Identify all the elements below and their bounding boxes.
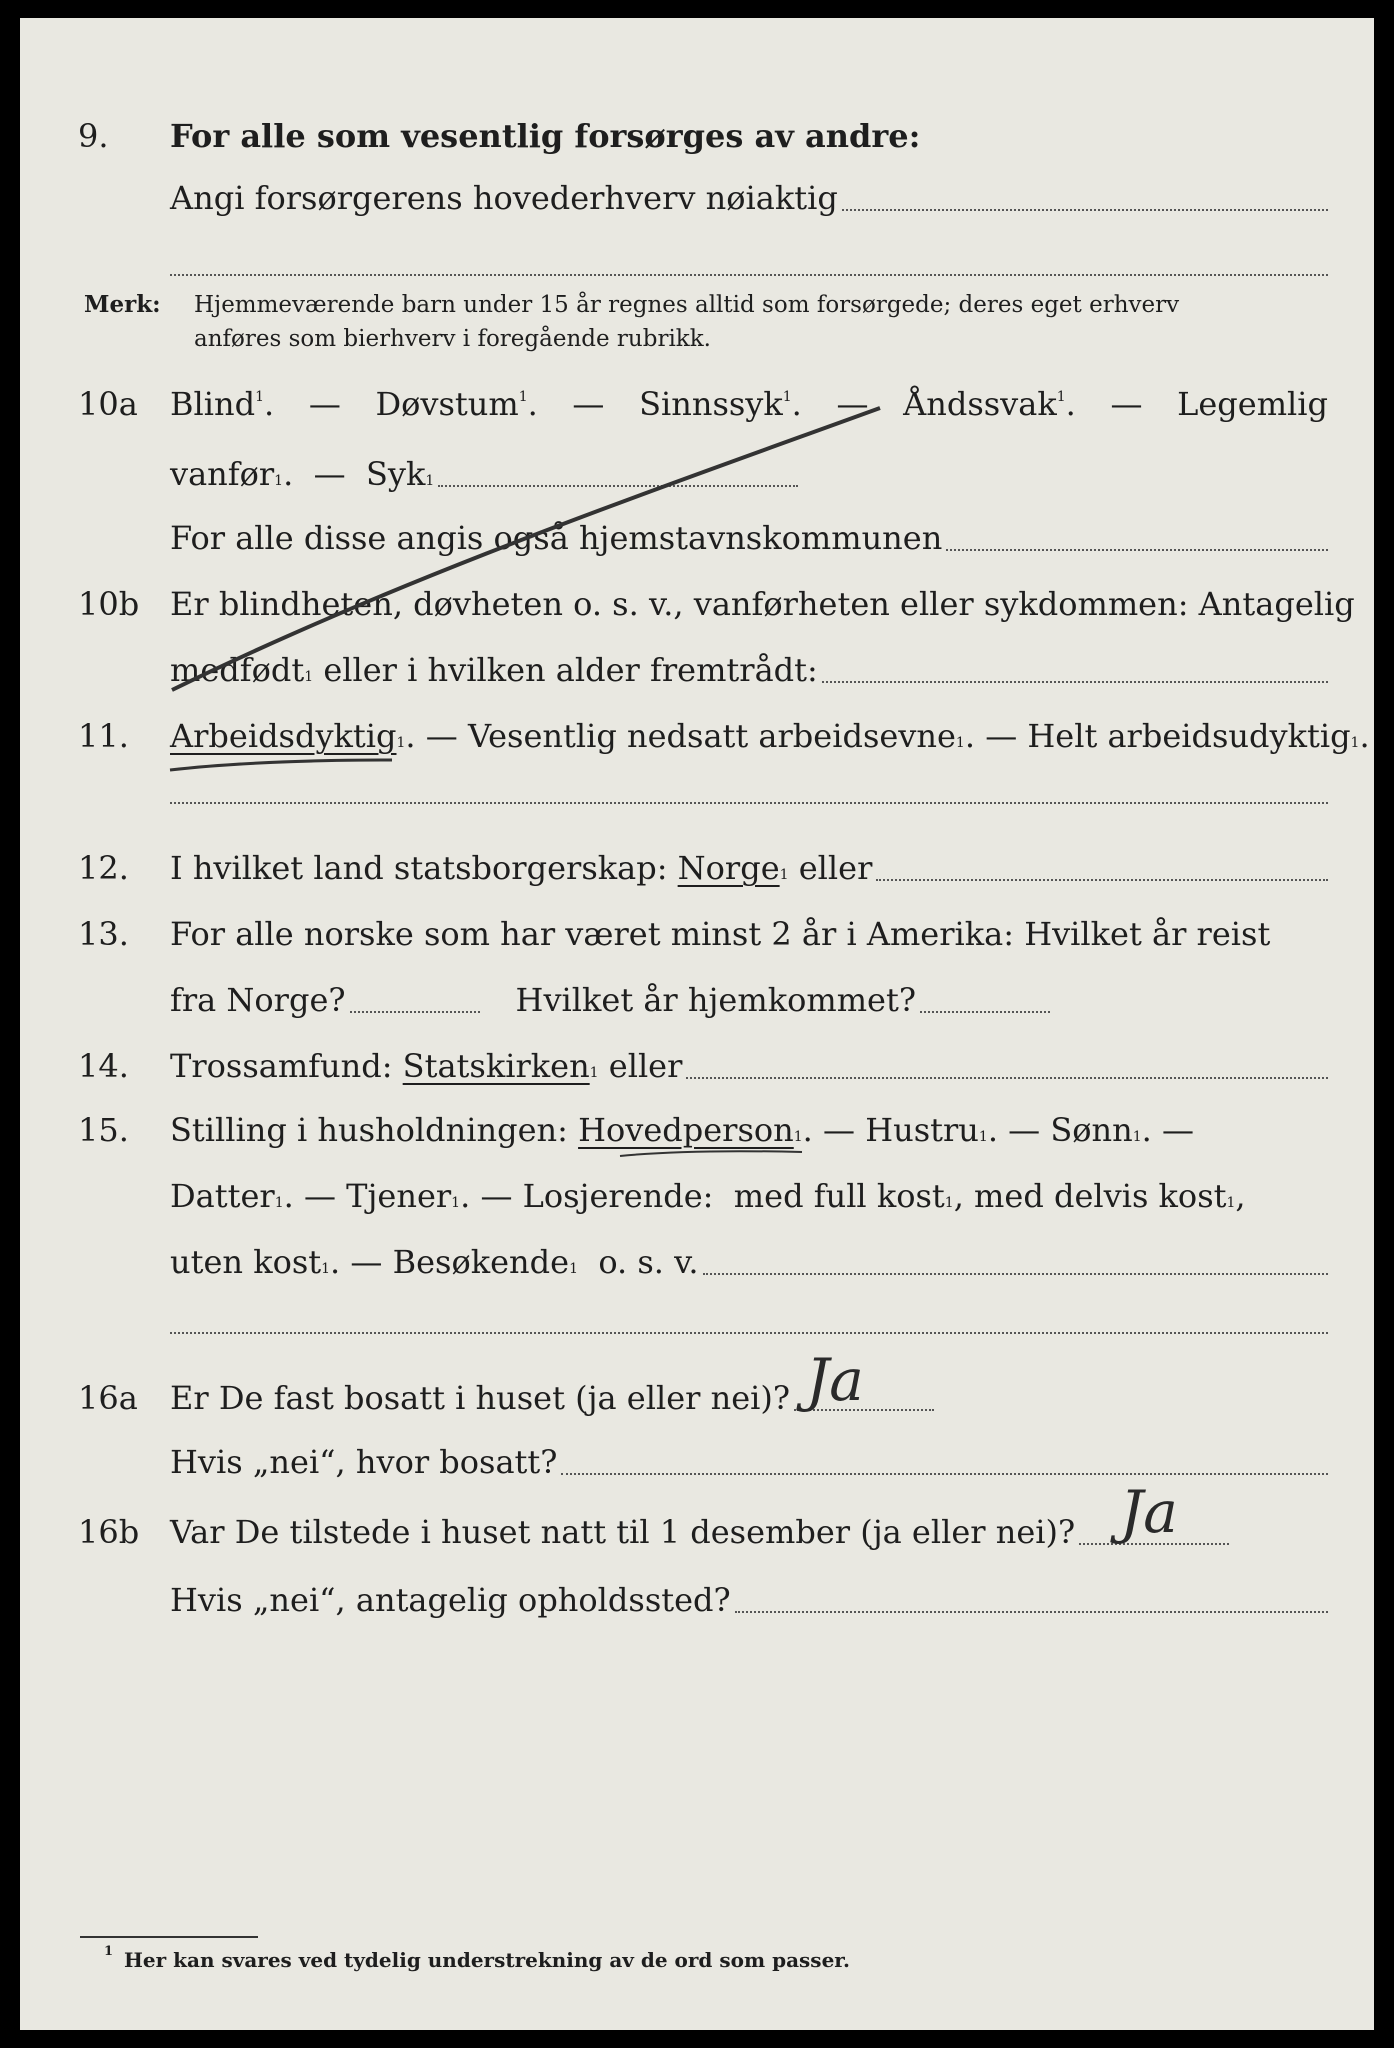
note-label: Merk:: [84, 291, 161, 318]
handwritten-answer-16b: Ja: [1120, 1478, 1178, 1546]
option-sinnssyk[interactable]: Sinnssyk: [639, 385, 783, 423]
question-12-text: I hvilket land statsborgerskap:: [170, 849, 678, 887]
question-12: 12. I hvilket land statsborgerskap: Norge 1 eller: [20, 838, 1374, 898]
question-10b-text: Er blindheten, døvheten o. s. v., vanførheten eller sykdommen: Antagelig: [170, 585, 1355, 623]
question-15-line-3: uten kost 1 . — Besøkende 1 o. s. v.: [20, 1232, 1374, 1292]
option-hustru[interactable]: Hustru: [865, 1111, 979, 1149]
question-13-reist: fra Norge?: [170, 981, 346, 1019]
question-16a-bosatt: Hvis „nei“, hvor bosatt?: [170, 1443, 558, 1481]
question-15-line-2: Datter 1 . — Tjener 1 . — Losjerende: med full kost 1 , med delvis kost 1 ,: [20, 1166, 1374, 1226]
question-10a-line-2: vanfør 1 . — Syk 1: [20, 444, 1374, 504]
question-15-text: Stilling i husholdningen:: [170, 1111, 579, 1149]
question-number: 16a: [78, 1379, 138, 1417]
underline-mark-arbeidsdyktig: [170, 760, 392, 770]
question-10b-line-2: medfødt 1 eller i hvilken alder fremtrådt:: [20, 640, 1374, 700]
option-legemlig[interactable]: Legemlig: [1177, 385, 1328, 423]
question-10b-text-2: eller i hvilken alder fremtrådt:: [313, 651, 818, 689]
footnote-rule: [80, 1936, 258, 1938]
question-number: 10a: [78, 385, 138, 423]
option-datter[interactable]: Datter: [170, 1177, 275, 1215]
option-syk[interactable]: Syk: [365, 455, 426, 493]
option-sonn[interactable]: Sønn: [1050, 1111, 1133, 1149]
question-15: 15. Stilling i husholdningen: Hovedperson 1 . — Hustru 1 . — Sønn 1 . —: [20, 1100, 1374, 1160]
footnote-text: Her kan svares ved tydelig understrekning av de ord som passer.: [124, 1948, 850, 1972]
option-full-kost[interactable]: med full kost: [733, 1177, 945, 1215]
option-arbeidsudyktig[interactable]: Helt arbeidsudyktig: [1027, 717, 1351, 755]
census-form-page: [20, 18, 1374, 2030]
note-text-1: Hjemmeværende barn under 15 år regnes alltid som forsørgede; deres eget erhverv: [194, 292, 1180, 318]
option-besokende[interactable]: Besøkende: [392, 1243, 570, 1281]
question-9-heading: For alle som vesentlig forsørges av andre:: [170, 117, 921, 155]
question-13-text: For alle norske som har været minst 2 år i Amerika: Hvilket år reist: [170, 915, 1271, 953]
underline-mark-hovedperson: [620, 1151, 802, 1156]
option-delvis-kost[interactable]: med delvis kost: [974, 1177, 1227, 1215]
question-number: 9.: [78, 117, 109, 155]
question-9-prompt: Angi forsørgerens hovederhverv nøiaktig: [170, 179, 838, 217]
question-13-hjemkommet: Hvilket år hjemkommet?: [515, 981, 916, 1019]
question-number: 15.: [78, 1111, 129, 1149]
handwritten-answer-16a: Ja: [806, 1346, 864, 1414]
question-16b-opphold: Hvis „nei“, antagelig opholdssted?: [170, 1581, 731, 1619]
option-arbeidsdyktig[interactable]: Arbeidsdyktig: [170, 717, 397, 755]
question-number: 13.: [78, 915, 129, 953]
hjemstavn-prompt: For alle disse angis også hjemstavnskommunen: [170, 519, 943, 557]
question-number: 10b: [78, 585, 140, 623]
strike-through-mark: [172, 408, 880, 690]
option-nedsatt-arbeidsevne[interactable]: Vesentlig nedsatt arbeidsevne: [467, 717, 956, 755]
question-number: 12.: [78, 849, 129, 887]
option-tjener[interactable]: Tjener: [346, 1177, 452, 1215]
question-number: 11.: [78, 717, 129, 755]
option-vanfor[interactable]: vanfør: [170, 455, 275, 493]
option-statskirken[interactable]: Statskirken: [402, 1047, 590, 1085]
option-osv: o. s. v.: [598, 1243, 699, 1281]
option-blind[interactable]: Blind: [170, 385, 256, 423]
question-14: 14. Trossamfund: Statskirken 1 eller: [20, 1036, 1374, 1096]
option-losjerende: Losjerende:: [522, 1177, 714, 1215]
option-dovstum[interactable]: Døvstum: [375, 385, 519, 423]
option-andssvak[interactable]: Åndssvak: [903, 385, 1057, 423]
option-hovedperson[interactable]: Hovedperson: [578, 1111, 794, 1149]
question-number: 14.: [78, 1047, 129, 1085]
option-norge[interactable]: Norge: [677, 849, 780, 887]
question-14-text: Trossamfund:: [170, 1047, 403, 1085]
footnote: 1 Her kan svares ved tydelig understrekning av de ord som passer.: [104, 1944, 850, 1972]
question-16b-text: Var De tilstede i huset natt til 1 desember (ja eller nei)?: [170, 1513, 1076, 1551]
question-16a-text: Er De fast bosatt i huset (ja eller nei)?: [170, 1379, 791, 1417]
question-10a: 10a Blind$^1$. — Døvstum$^1$. — Sinnssyk$^1$. — Åndssvak$^1$. — Legemlig: [20, 374, 1374, 434]
question-number: 16b: [78, 1513, 140, 1551]
option-medfodt[interactable]: medfødt: [170, 651, 305, 689]
option-uten-kost[interactable]: uten kost: [170, 1243, 322, 1281]
question-11: 11. Arbeidsdyktig 1 . — Vesentlig nedsatt arbeidsevne 1 . — Helt arbeidsudyktig 1 .: [20, 706, 1374, 766]
note-text-2: anføres som bierhverv i foregående rubrikk.: [194, 326, 711, 352]
pen-marks: [20, 18, 1374, 2030]
